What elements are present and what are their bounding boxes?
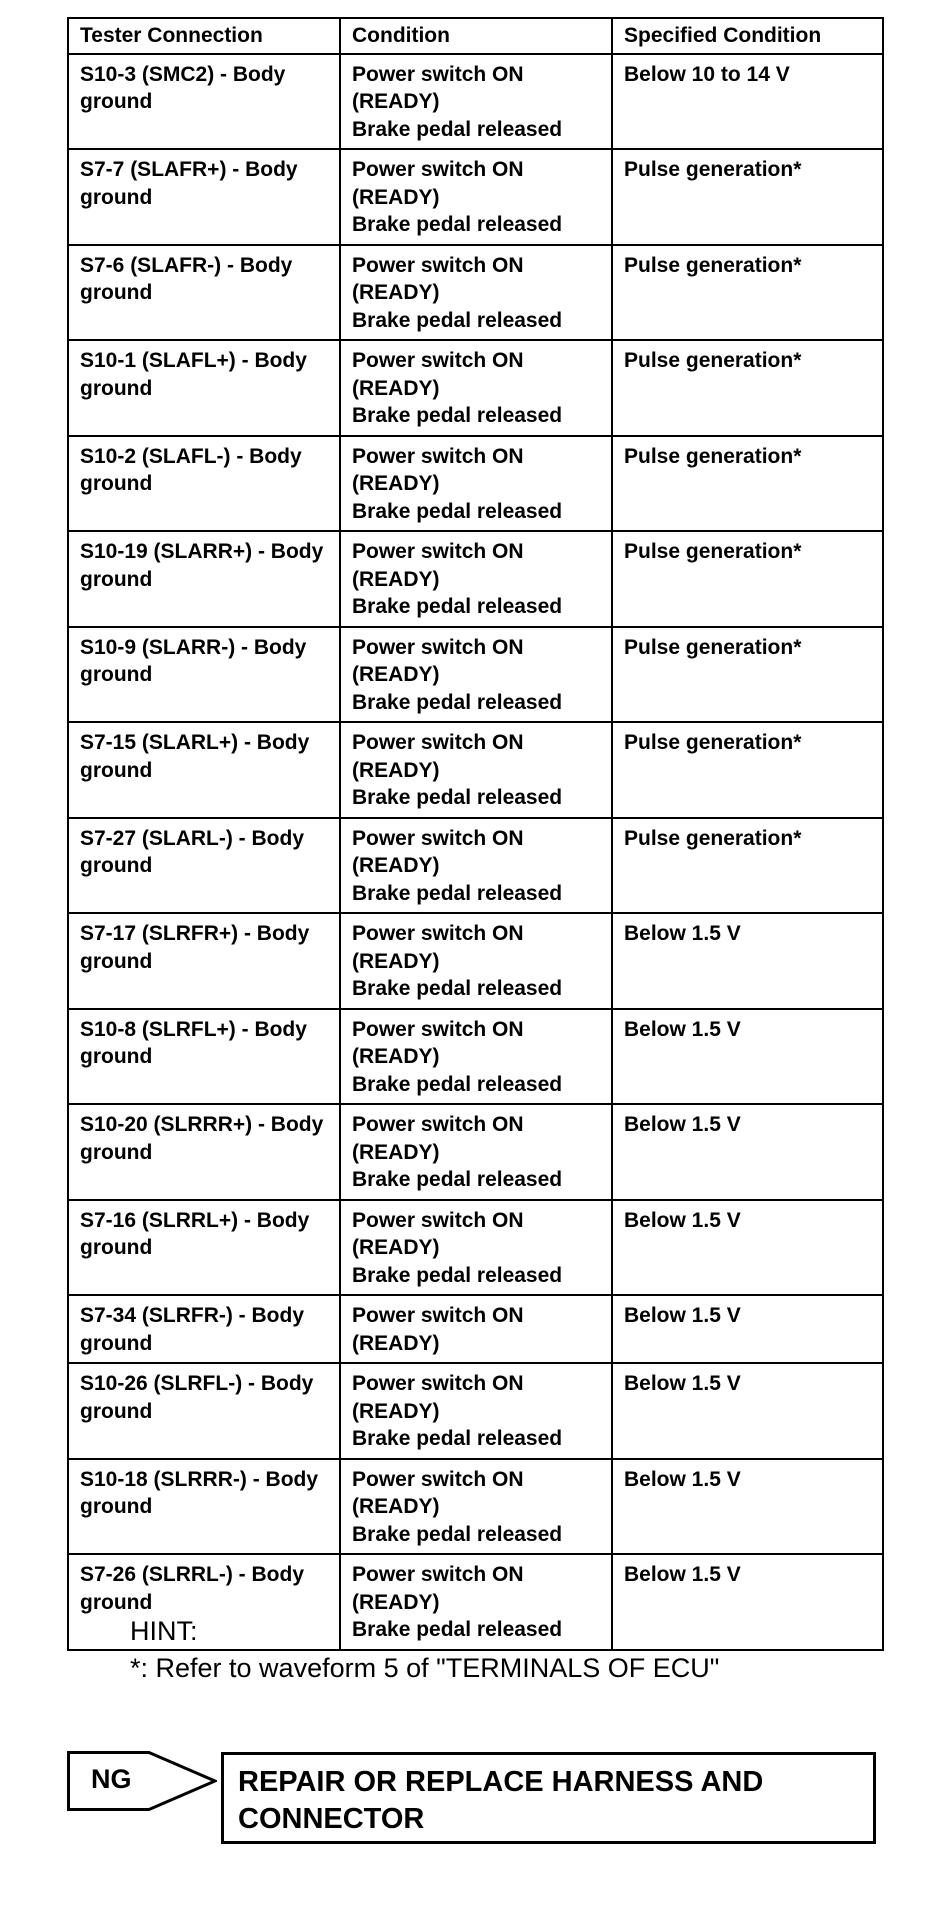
table-row — [68, 1459, 883, 1555]
condition-line: Power switch ON — [352, 826, 524, 850]
specified-condition-cell: Pulse generation* — [612, 436, 883, 532]
condition-line: (READY) — [352, 663, 440, 686]
specified-condition-cell: Below 1.5 V — [612, 1200, 883, 1296]
header-row — [68, 18, 883, 54]
condition-line: (READY) — [352, 376, 440, 400]
tester-connection-cell: S10-18 (SLRRR-) - Body ground — [68, 1459, 340, 1555]
condition-line: Brake pedal released — [352, 1072, 563, 1096]
tester-connection-cell: S7-16 (SLRRL+) - Body ground — [68, 1200, 340, 1296]
table-row — [68, 627, 883, 723]
condition-cell — [340, 722, 612, 818]
specified-condition-cell: Pulse generation* — [612, 245, 883, 341]
condition-line: Brake pedal released — [352, 595, 563, 618]
tester-connection-cell: S7-26 (SLRRL-) - Body ground — [68, 1554, 340, 1650]
ng-label: NG — [91, 1764, 132, 1794]
condition-cell — [340, 245, 612, 341]
hint-text: *: Refer to waveform 5 of "TERMINALS OF ECU" — [130, 1653, 720, 1683]
condition-line: Brake pedal released — [352, 117, 563, 141]
specified-condition-cell: Below 1.5 V — [612, 1104, 883, 1200]
condition-line: Brake pedal released — [352, 308, 563, 332]
table-row — [68, 436, 883, 532]
table-row — [68, 531, 883, 627]
tester-connection-cell: S10-3 (SMC2) - Body ground — [68, 54, 340, 150]
condition-line: (READY) — [352, 1140, 440, 1164]
condition-cell — [340, 627, 612, 723]
condition-line: (READY) — [352, 949, 440, 973]
condition-line: Brake pedal released — [352, 1522, 563, 1546]
specified-condition-cell: Pulse generation* — [612, 722, 883, 818]
table-row — [68, 149, 883, 245]
condition-line: Brake pedal released — [352, 1263, 563, 1287]
specification-table — [67, 17, 884, 1651]
specified-condition-cell: Below 1.5 V — [612, 1459, 883, 1555]
condition-cell — [340, 1459, 612, 1555]
specified-condition-cell: Below 1.5 V — [612, 1295, 883, 1363]
tester-connection-cell: S10-9 (SLARR-) - Body ground — [68, 627, 340, 723]
condition-line: (READY) — [352, 1045, 440, 1068]
specified-condition-cell: Pulse generation* — [612, 149, 883, 245]
condition-cell — [340, 1295, 612, 1363]
condition-line: Power switch ON — [352, 158, 524, 181]
table-row — [68, 1363, 883, 1459]
condition-line: Brake pedal released — [352, 786, 563, 809]
condition-cell — [340, 1009, 612, 1105]
repair-action-box: REPAIR OR REPLACE HARNESS AND CONNECTOR — [221, 1752, 876, 1844]
condition-line: Brake pedal released — [352, 977, 563, 1000]
condition-line: Power switch ON — [352, 1372, 524, 1395]
condition-line: (READY) — [352, 472, 440, 495]
condition-cell — [340, 1104, 612, 1200]
table-row — [68, 1104, 883, 1200]
condition-cell — [340, 818, 612, 914]
condition-line: (READY) — [352, 1331, 440, 1355]
condition-line: Power switch ON — [352, 540, 524, 563]
table-body — [68, 54, 883, 1650]
header-specified-condition: Specified Condition — [612, 18, 883, 54]
table-row — [68, 245, 883, 341]
specified-condition-cell: Below 1.5 V — [612, 1363, 883, 1459]
condition-line: Brake pedal released — [352, 1168, 563, 1191]
ng-arrow-icon — [67, 1751, 217, 1811]
tester-connection-cell: S10-20 (SLRRR+) - Body ground — [68, 1104, 340, 1200]
condition-line: Power switch ON — [352, 922, 524, 945]
condition-cell — [340, 149, 612, 245]
condition-line: Brake pedal released — [352, 213, 563, 236]
condition-line: Brake pedal released — [352, 881, 563, 905]
condition-line: (READY) — [352, 758, 440, 782]
condition-line: Brake pedal released — [352, 1427, 563, 1450]
condition-line: (READY) — [352, 854, 440, 877]
hint-note — [130, 1613, 719, 1687]
tester-connection-cell: S7-17 (SLRFR+) - Body ground — [68, 913, 340, 1009]
condition-cell — [340, 340, 612, 436]
tester-connection-cell: S10-2 (SLAFL-) - Body ground — [68, 436, 340, 532]
tester-connection-cell: S10-1 (SLAFL+) - Body ground — [68, 340, 340, 436]
specified-condition-cell: Pulse generation* — [612, 627, 883, 723]
condition-line: (READY) — [352, 1399, 440, 1423]
header-tester-connection: Tester Connection — [68, 18, 340, 54]
table-row — [68, 1200, 883, 1296]
condition-cell — [340, 1363, 612, 1459]
specified-condition-cell: Pulse generation* — [612, 340, 883, 436]
table-row — [68, 818, 883, 914]
hint-title: HINT: — [130, 1616, 198, 1646]
specified-condition-cell: Below 1.5 V — [612, 1009, 883, 1105]
table-row — [68, 54, 883, 150]
tester-connection-cell: S7-7 (SLAFR+) - Body ground — [68, 149, 340, 245]
tester-connection-cell: S7-27 (SLARL-) - Body ground — [68, 818, 340, 914]
specified-condition-cell: Below 1.5 V — [612, 913, 883, 1009]
table-row — [68, 722, 883, 818]
condition-cell — [340, 54, 612, 150]
tester-connection-cell: S10-26 (SLRFL-) - Body ground — [68, 1363, 340, 1459]
tester-connection-cell: S7-34 (SLRFR-) - Body ground — [68, 1295, 340, 1363]
tester-connection-cell: S7-6 (SLAFR-) - Body ground — [68, 245, 340, 341]
table-header — [68, 18, 883, 54]
table-row — [68, 913, 883, 1009]
table-row — [68, 1295, 883, 1363]
condition-cell — [340, 436, 612, 532]
condition-line: Power switch ON — [352, 1113, 524, 1136]
condition-line: (READY) — [352, 567, 440, 591]
condition-line: Brake pedal released — [352, 404, 563, 427]
condition-line: (READY) — [352, 1236, 440, 1259]
condition-line: Power switch ON — [352, 731, 524, 754]
condition-line: Power switch ON — [352, 1563, 524, 1586]
condition-cell — [340, 531, 612, 627]
specified-condition-cell: Below 10 to 14 V — [612, 54, 883, 150]
table-row — [68, 340, 883, 436]
condition-cell — [340, 1200, 612, 1296]
condition-line: (READY) — [352, 90, 440, 113]
header-condition: Condition — [340, 18, 612, 54]
condition-line: Brake pedal released — [352, 690, 563, 714]
condition-line: Power switch ON — [352, 1208, 524, 1232]
condition-line: (READY) — [352, 281, 440, 304]
tester-connection-cell: S10-8 (SLRFL+) - Body ground — [68, 1009, 340, 1105]
specified-condition-cell: Pulse generation* — [612, 531, 883, 627]
condition-line: Power switch ON — [352, 253, 524, 277]
condition-cell — [340, 913, 612, 1009]
condition-line: Brake pedal released — [352, 499, 563, 523]
condition-line: Power switch ON — [352, 349, 524, 372]
condition-line: Brake pedal released — [352, 1618, 563, 1641]
condition-line: Power switch ON — [352, 62, 524, 86]
condition-line: Power switch ON — [352, 444, 524, 468]
table-row — [68, 1009, 883, 1105]
condition-line: (READY) — [352, 1590, 440, 1614]
condition-line: Power switch ON — [352, 1467, 524, 1491]
tester-connection-cell: S7-15 (SLARL+) - Body ground — [68, 722, 340, 818]
specified-condition-cell: Below 1.5 V — [612, 1554, 883, 1650]
tester-connection-cell: S10-19 (SLARR+) - Body ground — [68, 531, 340, 627]
condition-line: Power switch ON — [352, 1017, 524, 1041]
condition-line: Power switch ON — [352, 635, 524, 659]
condition-line: (READY) — [352, 1495, 440, 1518]
condition-line: (READY) — [352, 185, 440, 209]
condition-line: Power switch ON — [352, 1304, 524, 1327]
specified-condition-cell: Pulse generation* — [612, 818, 883, 914]
